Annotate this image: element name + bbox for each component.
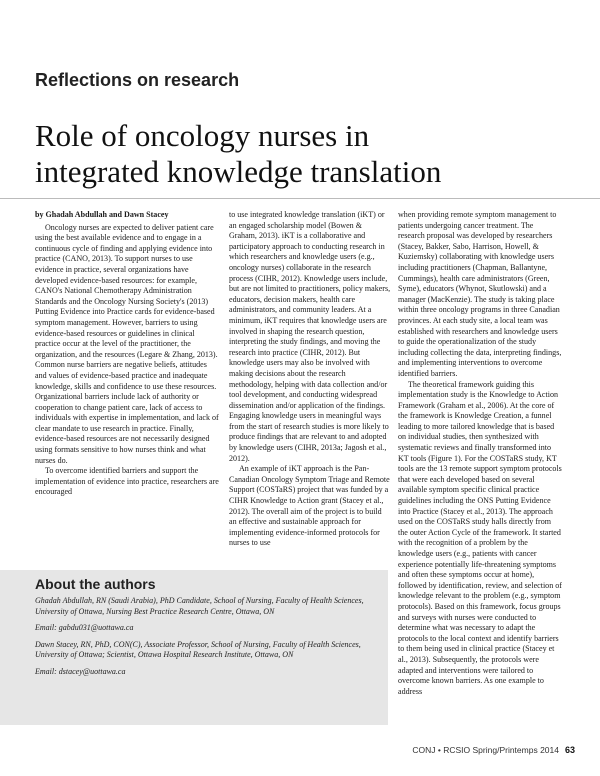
paragraph: To overcome identified barriers and support the implementation of evidence into practice, researchers are encouraged [35, 466, 219, 497]
author-2-email[interactable]: Email: dstacey@uottawa.ca [35, 666, 126, 676]
about-authors-body [35, 596, 380, 684]
column-2 [229, 210, 391, 549]
page-footer [412, 745, 575, 755]
journal-name: CONJ • RCSIO Spring/Printemps 2014 [412, 745, 559, 755]
paragraph: Oncology nurses are expected to deliver patient care using the best available evidence and to engage in a continuous cycle of finding and applying evidence into practice (CANO, 2013). To support nurses to use evidence in practice, several organizations have developed evidence-based resources: for example, CANO's National Chemotherapy Administration Standards and the Oncology Nursing Society's (2013) Putting Evidence into Practice cards for evidence-based symptom management. However, barriers to using evidence-based resources or guidelines in clinical practice occur at the level of the practitioner, the organization, and the resources (Legare & Zhang, 2013). Common nurse barriers are negative beliefs, attitudes and values of evidence-based practice and inadequate knowledge, skills and confidence to use these resources. Organizational barriers include lack of authority or cooperation to change patient care, lack of access to individuals with expertise in implementation, and lack of clear mandate to use research in practice. Finally, evidence-based resources are not necessarily designed using formats sensitive to how nurses think and what nurses do. [35, 222, 219, 465]
title-line-1: Role of oncology nurses in [35, 118, 370, 153]
column-1 [35, 210, 220, 498]
title-divider [0, 198, 600, 199]
author-2-bio: Dawn Stacey, RN, PhD, CON(C), Associate Professor, School of Nursing, Faculty of Health Sciences, University of Ottawa; Scientist, Ottawa Hospital Research Institute, Ottawa, ON [35, 639, 361, 660]
article-title [35, 118, 575, 190]
byline: by Ghadah Abdullah and Dawn Stacey [35, 210, 169, 219]
column-3 [398, 210, 562, 697]
title-line-2: integrated knowledge translation [35, 154, 442, 189]
page-number: 63 [564, 745, 575, 755]
section-heading: Reflections on research [35, 70, 240, 90]
paragraph: An example of iKT approach is the Pan-Canadian Oncology Symptom Triage and Remote Support (COSTaRS) project that was funded by a CIHR Knowledge to Action grant (Stacey et al., 2012). The overall aim of the project is to build an effective and sustainable approach for implementing evidence-informed protocols for nurses to use [229, 464, 390, 548]
paragraph: The theoretical framework guiding this implementation study is the Knowledge to Action Framework (Graham et al., 2006). At the core of the framework is Knowledge Creation, a funnel leading to more tailored knowledge that is based on individual studies, then synthesized with systematic reviews and finally transformed into KT tools (Figure 1). For the COSTaRS study, KT tools are the 13 remote support symptom protocols that were each developed based on several available symptom specific clinical practice guidelines including the ONS Putting Evidence into Practice (Stacey et al., 2013). The approach used on the COSTaRS study halls directly from the outer Action Cycle of the framework. It started with the recognition of a problem by the knowledge users (e.g., patients with cancer experience potentially life-threatening symptoms and often these symptoms occur at home), followed by identification, review, and selection of knowledge relevant to the problem (e.g., symptom protocols). Based on this framework, focus groups and surveys with nurses were conducted to determine what was necessary to adapt the protocols to the local context and identify barriers to them being used in clinical practice (Stacey et al., 2013). Subsequently, the protocols were adapted and interventions were tailored to overcome known barriers. As one example to address [398, 379, 562, 696]
paragraph: when providing remote symptom management to patients undergoing cancer treatment. The research proposal was developed by researchers (Stacey, Bakker, Sabo, Harrison, Howell, & Kuziemsky) collaborating with knowledge users including practitioners (Chapman, Ballantyne, Cummings), health care administrators (Green, Syme), educators (Whynot, Skutlowski) and a manager (MacKenzie). The study is taking place within three oncology programs in three Canadian provinces. At each study site, a local team was established with researchers and knowledge users to guide the operationalization of the study including collecting the data, interpreting findings, and implementing interventions to overcome identified barriers. [398, 210, 562, 378]
paragraph: to use integrated knowledge translation (iKT) or an engaged scholarship model (Bowen & Graham, 2013). iKT is a collaborative and participatory approach to conducting research in which researchers and knowledge users (e.g., oncology nurses) collaborate in the research process (CIHR, 2012). Knowledge users include, but are not limited to practitioners, policy makers, educators, decision makers, health care administrators, and community leaders. At a minimum, iKT requires that knowledge users are involved in shaping the research question, interpreting the study findings, and moving the research into practice (CIHR, 2012). But knowledge users may also be involved with making decisions about the research methodology, helping with data collection and/or tool development, and conducting widespread dissemination and/or application of the findings. Engaging knowledge users in meaningful ways from the start of research studies is more likely to produce findings that are relevant to and adopted by knowledge users (CIHR, 2013a; Jagosh et al., 2012). [229, 210, 391, 463]
author-1-email[interactable]: Email: gabdu031@uottawa.ca [35, 623, 134, 633]
about-authors-heading: About the authors [35, 576, 156, 592]
author-1-bio: Ghadah Abdullah, RN (Saudi Arabia), PhD Candidate, School of Nursing, Faculty of Health Sciences, University of Ottawa, Nursing Best Practice Research Centre, Ottawa, ON [35, 596, 364, 616]
